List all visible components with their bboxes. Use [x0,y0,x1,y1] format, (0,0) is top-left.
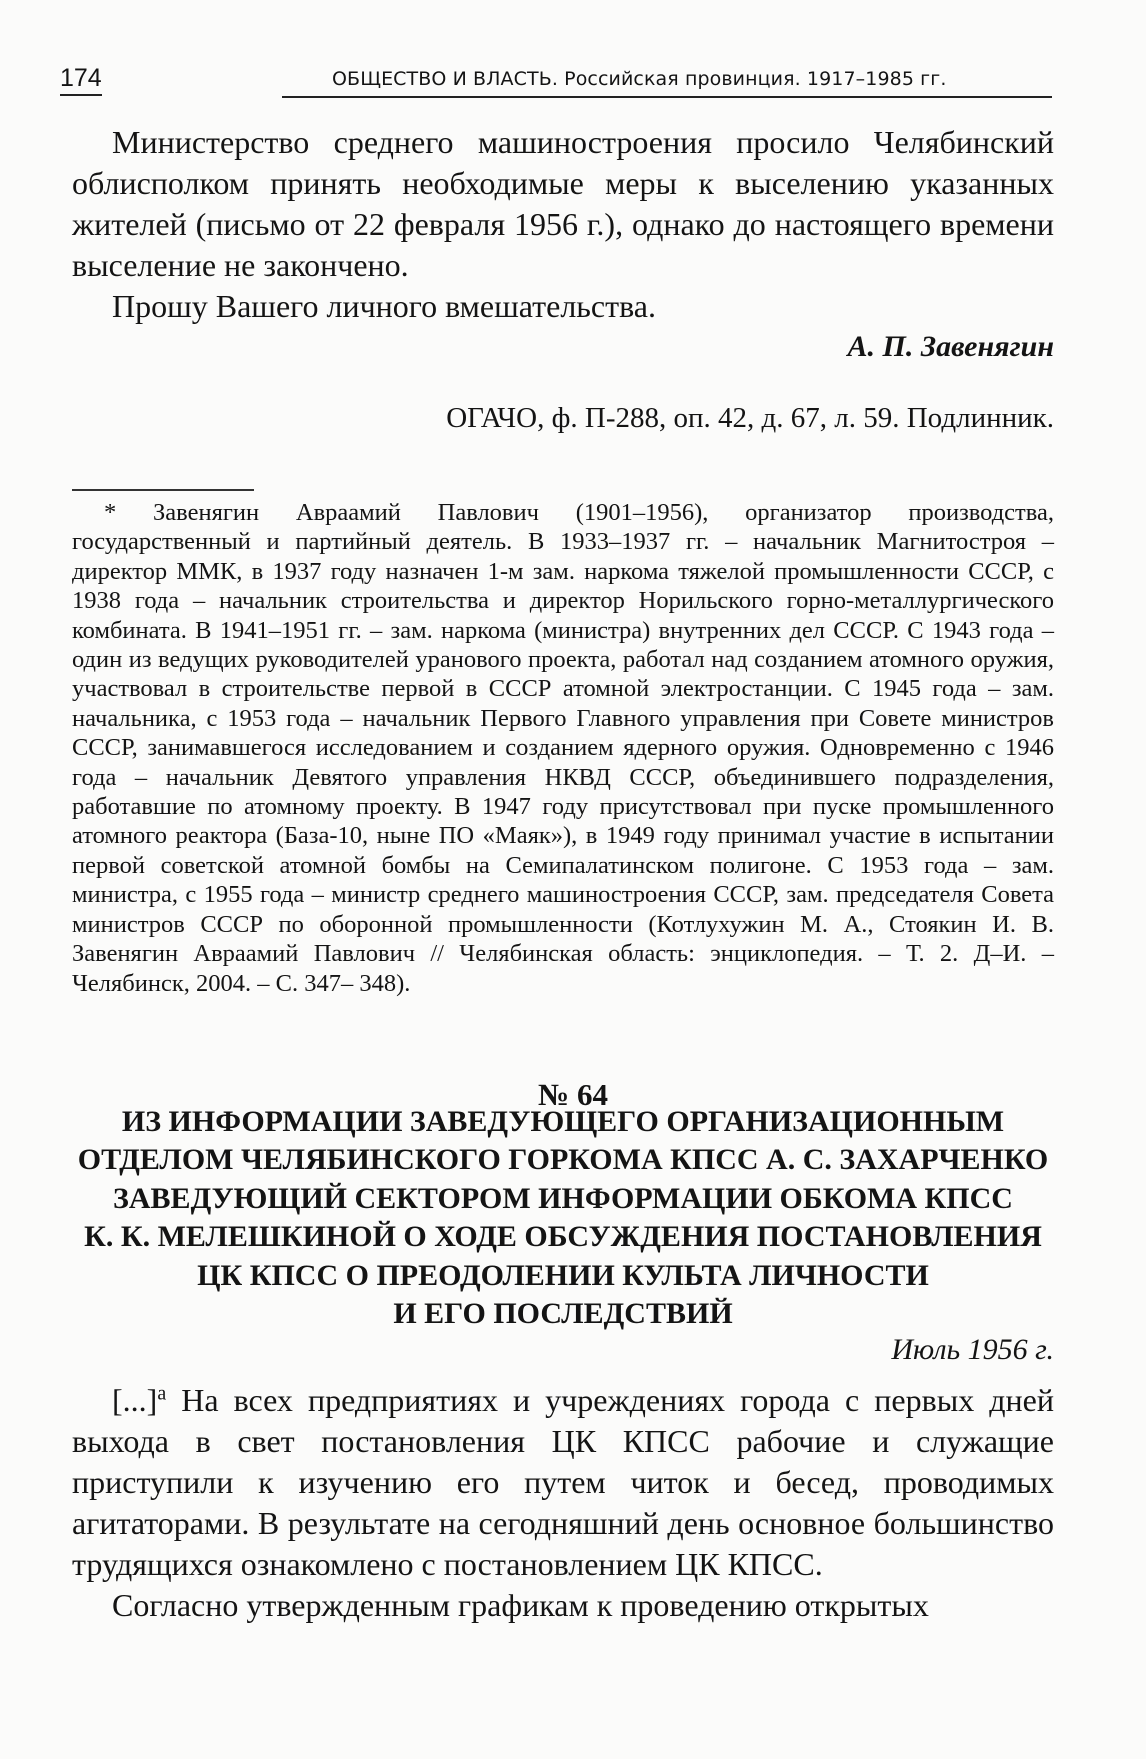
running-header [60,62,1052,102]
archive-source: ОГАЧО, ф. П-288, оп. 42, д. 67, л. 59. Подлинник. [446,402,1054,434]
footnote-text: * Завенягин Авраамий Павлович (1901–1956), организатор производства, государственный и партийный деятель. В 1933–1937 гг. – начальник Магнитостроя – директор ММК, в 1937 году назначен 1-м зам. наркома тяжелой промышленности СССР, с 1938 года – начальник строительства и директор Норильского горно-металлургического комбината. В 1941–1951 гг. – зам. наркома (министра) внутренних дел СССР. С 1943 года – один из ведущих руководителей уранового проекта, работал над созданием атомного оружия, участвовал в строительстве первой в СССР атомной электростанции. С 1945 года – зам. начальника, с 1953 года – начальник Первого Главного управления при Совете министров СССР, занимавшегося исследованием и созданием ядерного оружия. Одновременно с 1946 года – начальник Девятого управления НКВД СССР, объединившего подразделения, работавшие по атомному проекту. В 1947 году присутствовал при пуске промышленного атомного реактора (База-10, ныне ПО «Маяк»), в 1949 году принимал участие в испытании первой советской атомной бомбы на Семипалатинском полигоне. С 1953 года – зам. министра, с 1955 года – министр среднего машиностроения СССР, зам. председателя Совета министров СССР по оборонной промышленности (Котлухужин М. А., Стоякин И. В. Завенягин Авраамий Павлович // Челябинская область: энциклопедия. – Т. 2. Д–И. – Челябинск, 2004. – С. 347– 348). [72,499,1054,997]
omission-mark: [...] [112,1382,158,1418]
previous-document-text [72,122,1054,327]
body-paragraph: Министерство среднего машиностроения просило Челябинский облисполком принять необходимые меры к выселению указанных жителей (письмо от 22 февраля 1956 г.), однако до настоящего времени выселение не закончено. [72,124,1054,283]
document-title-line: ЦК КПСС О ПРЕОДОЛЕНИИ КУЛЬТА ЛИЧНОСТИ [197,1258,929,1292]
document-date: Июль 1956 г. [891,1333,1054,1366]
note-marker: а [157,1382,167,1405]
signature: А. П. Завенягин [847,330,1054,363]
document-title-line: ЗАВЕДУЮЩИЙ СЕКТОРОМ ИНФОРМАЦИИ ОБКОМА КПСС [113,1181,1013,1215]
paragraph-text: На всех предприятиях и учреждениях города с первых дней выхода в свет постановления ЦК КПСС рабочие и служащие приступили к изучению его путем читок и бесед, проводимых агитаторами. В результате на сегодняшний день основное большинство трудящихся ознакомлено с постановлением ЦК КПСС. [72,1382,1055,1582]
page-number: 174 [60,64,102,96]
footnote [72,498,1054,998]
footnote-rule [72,489,254,491]
document-title [72,1103,1054,1333]
document-title-line: ОТДЕЛОМ ЧЕЛЯБИНСКОГО ГОРКОМА КПСС А. С. ЗАХАРЧЕНКО [77,1143,1049,1177]
running-title: ОБЩЕСТВО И ВЛАСТЬ. Российская провинция. 1917–1985 гг. [332,68,947,90]
document-number: № 64 [538,1077,608,1112]
document-title-line: И ЕГО ПОСЛЕДСТВИЙ [393,1297,733,1331]
body-paragraph: Прошу Вашего личного вмешательства. [112,288,656,324]
header-rule [282,96,1052,98]
document-title-line: ИЗ ИНФОРМАЦИИ ЗАВЕДУЮЩЕГО ОРГАНИЗАЦИОННЫМ [121,1105,1005,1138]
body-paragraph [72,1380,1054,1585]
document-title-line: К. К. МЕЛЕШКИНОЙ О ХОДЕ ОБСУЖДЕНИЯ ПОСТАНОВЛЕНИЯ [84,1220,1042,1254]
document-body [72,1380,1054,1626]
body-paragraph: Согласно утвержденным графикам к проведению открытых [112,1587,929,1623]
